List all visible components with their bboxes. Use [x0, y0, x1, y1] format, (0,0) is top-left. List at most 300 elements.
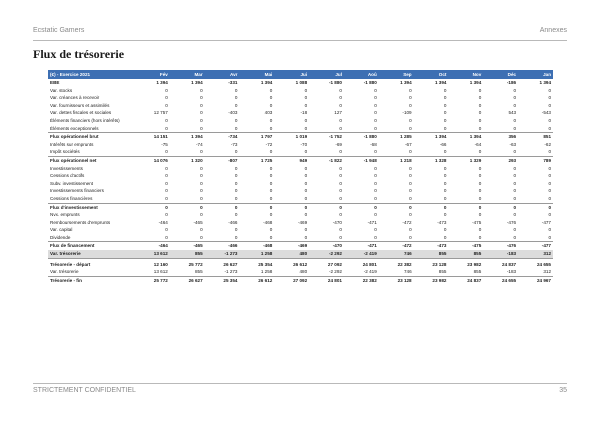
cell-value: 0 — [269, 102, 273, 108]
cell-value: 0 — [374, 188, 377, 194]
cell-value: 0 — [478, 125, 482, 131]
cell-value: 1 019 — [274, 133, 309, 141]
cell-value: -1 880 — [363, 80, 377, 85]
cell-value: 0 — [443, 102, 447, 108]
cell-value: 1 797 — [239, 133, 274, 141]
cell-value: -470 — [309, 242, 344, 250]
cell-value: 0 — [374, 87, 377, 93]
cell-value: 0 — [304, 102, 308, 108]
cell-value: -464 — [158, 219, 168, 225]
cell-value: -1 752 — [309, 133, 344, 141]
cell-value: 26 627 — [205, 258, 240, 268]
cell-value: 0 — [234, 212, 238, 218]
cell-value: 0 — [239, 203, 274, 211]
row-label: Investissements financiers — [50, 188, 104, 194]
cell-value: 746 — [403, 269, 412, 275]
cell-value: 0 — [269, 173, 273, 179]
cell-value: 24 967 — [518, 276, 553, 284]
page-title: Flux de trésorerie — [33, 47, 125, 61]
month-header: Jul — [309, 70, 344, 79]
cell-value: 1 329 — [448, 156, 483, 164]
cell-value: 0 — [304, 149, 308, 155]
cell-value: 0 — [304, 165, 308, 171]
cell-value: -465 — [193, 219, 203, 225]
cell-value: 0 — [548, 117, 551, 123]
cell-value: 1 328 — [414, 156, 449, 164]
cell-value: 0 — [513, 180, 517, 186]
cell-value: -2 292 — [309, 250, 344, 258]
cell-value: 24 837 — [483, 258, 518, 268]
cell-value: 855 — [170, 250, 205, 258]
row-label: Var. capital — [50, 227, 73, 233]
cell-value: 23 982 — [414, 276, 449, 284]
table-row — [48, 156, 553, 164]
cell-value: 1 394 — [414, 133, 449, 141]
cell-value: 0 — [379, 203, 414, 211]
cell-value: 0 — [304, 180, 308, 186]
cell-value: 0 — [548, 212, 551, 218]
cell-value: 0 — [200, 117, 203, 123]
cell-value: 0 — [304, 95, 308, 101]
cell-value: 746 — [379, 250, 414, 258]
row-label: EBE — [50, 80, 60, 85]
cell-value: 855 — [448, 250, 483, 258]
table-row — [48, 250, 553, 258]
cell-value: -471 — [367, 219, 377, 225]
row-label: Flux de financement — [48, 242, 135, 250]
row-label: Dividende — [50, 234, 71, 240]
cell-value: 0 — [234, 165, 238, 171]
table-header-label: (€) - Exercice 2021 — [48, 70, 135, 79]
cell-value: 0 — [443, 234, 447, 240]
table-row — [48, 125, 553, 133]
cell-value: 0 — [165, 102, 168, 108]
cell-value: 0 — [478, 87, 482, 93]
month-header: Jan — [518, 70, 553, 79]
table-row — [48, 172, 553, 180]
cell-value: -464 — [135, 242, 170, 250]
cell-value: 0 — [443, 149, 447, 155]
table-row — [48, 94, 553, 102]
cell-value: 1 258 — [260, 269, 273, 275]
cell-value: 855 — [414, 250, 449, 258]
cell-value: 0 — [269, 227, 273, 233]
cell-value: 25 772 — [135, 276, 170, 284]
cell-value: 0 — [200, 212, 203, 218]
cell-value: 0 — [309, 203, 344, 211]
row-label: Éléments exceptionnels — [50, 125, 99, 131]
cell-value: 356 — [483, 133, 518, 141]
cell-value: 0 — [269, 234, 273, 240]
cell-value: 0 — [409, 227, 412, 233]
cell-value: 0 — [548, 87, 551, 93]
row-label: Subv. investissement — [50, 180, 94, 186]
cell-value: 0 — [409, 95, 412, 101]
section-name: Annexes — [539, 27, 567, 34]
cell-value: 0 — [513, 212, 517, 218]
cell-value: 0 — [339, 125, 342, 131]
cell-value: 0 — [304, 117, 308, 123]
cell-value: 0 — [409, 125, 412, 131]
cell-value: -2 419 — [363, 269, 377, 275]
table-row — [48, 242, 553, 250]
cell-value: 0 — [269, 188, 273, 194]
cell-value: 0 — [200, 95, 203, 101]
cell-value: 0 — [513, 173, 517, 179]
cell-value: 0 — [409, 195, 412, 201]
cell-value: -477 — [541, 219, 551, 225]
cell-value: 0 — [200, 102, 203, 108]
cell-value: 0 — [478, 165, 482, 171]
cell-value: 0 — [374, 117, 377, 123]
cell-value: -476 — [483, 242, 518, 250]
cell-value: -468 — [263, 219, 273, 225]
cell-value: 24 837 — [448, 276, 483, 284]
cell-value: -477 — [518, 242, 553, 250]
table-row — [48, 203, 553, 211]
cell-value: -183 — [483, 250, 518, 258]
cell-value: 12 757 — [153, 110, 168, 116]
cell-value: 1 394 — [191, 80, 203, 85]
cell-value: 0 — [548, 102, 551, 108]
cell-value: 0 — [339, 188, 342, 194]
cell-value: 0 — [513, 195, 517, 201]
cell-value: 23 128 — [414, 258, 449, 268]
cell-value: 22 382 — [344, 276, 379, 284]
cell-value: -2 292 — [328, 269, 342, 275]
cell-value: -69 — [335, 141, 342, 147]
cell-value: 0 — [513, 117, 517, 123]
cell-value: 403 — [264, 110, 273, 116]
cell-value: 0 — [513, 125, 517, 131]
cell-value: 949 — [274, 156, 309, 164]
cell-value: 0 — [478, 117, 482, 123]
cell-value: 0 — [339, 117, 342, 123]
cell-value: 0 — [165, 87, 168, 93]
cell-value: 0 — [234, 102, 238, 108]
cell-value: -471 — [344, 242, 379, 250]
cell-value: -1 273 — [205, 250, 240, 258]
cell-value: 24 801 — [344, 258, 379, 268]
cell-value: -475 — [448, 242, 483, 250]
cell-value: 0 — [269, 125, 273, 131]
row-label: Intérêts sur emprunts — [50, 141, 94, 147]
cell-value: 0 — [304, 173, 308, 179]
cell-value: 0 — [200, 110, 203, 116]
cell-value: -543 — [541, 110, 551, 116]
cell-value: -63 — [509, 141, 517, 147]
row-label: Cessions d'actifs — [50, 173, 85, 179]
table-row — [48, 141, 553, 149]
cell-value: 0 — [478, 180, 482, 186]
row-label: Impôt sociétés — [50, 149, 80, 155]
cell-value: 0 — [409, 180, 412, 186]
cell-value: 14 076 — [135, 156, 170, 164]
cell-value: 480 — [274, 250, 309, 258]
cell-value: 312 — [518, 250, 553, 258]
cell-value: 0 — [304, 234, 308, 240]
cell-value: 0 — [409, 212, 412, 218]
table-row — [48, 102, 553, 110]
cell-value: 0 — [135, 203, 170, 211]
table-row — [48, 211, 553, 219]
cell-value: 0 — [234, 234, 238, 240]
cell-value: 23 982 — [448, 258, 483, 268]
cell-value: -73 — [230, 141, 238, 147]
cell-value: -18 — [300, 110, 308, 116]
month-header: Mar — [170, 70, 205, 79]
row-label: Var. trésorerie — [48, 250, 135, 258]
cell-value: 0 — [409, 188, 412, 194]
cell-value: 789 — [518, 156, 553, 164]
page-header — [33, 27, 567, 39]
cell-value: 13 612 — [135, 250, 170, 258]
cell-value: -403 — [228, 110, 238, 116]
cell-value: -469 — [297, 219, 308, 225]
month-header: Fév — [135, 70, 170, 79]
cell-value: 0 — [269, 195, 273, 201]
cell-value: 0 — [478, 110, 482, 116]
cell-value: -476 — [506, 219, 517, 225]
cell-value: -186 — [506, 80, 517, 85]
cell-value: 0 — [269, 180, 273, 186]
cell-value: 0 — [274, 203, 309, 211]
cell-value: 0 — [478, 234, 482, 240]
cell-value: -1 273 — [224, 269, 238, 275]
cell-value: 24 801 — [309, 276, 344, 284]
cell-value: 26 627 — [170, 276, 205, 284]
row-label: Var. dettes fiscales et sociales — [50, 110, 112, 116]
cell-value: 0 — [339, 173, 342, 179]
cell-value: 0 — [443, 165, 447, 171]
cell-value: 0 — [339, 212, 342, 218]
cell-value: -465 — [170, 242, 205, 250]
cell-value: -734 — [205, 133, 240, 141]
cell-value: -472 — [402, 219, 412, 225]
table-row — [48, 268, 553, 276]
cell-value: 0 — [234, 195, 238, 201]
table-row — [48, 258, 553, 268]
cell-value: 0 — [374, 110, 377, 116]
cell-value: 0 — [443, 95, 447, 101]
table-row — [48, 148, 553, 156]
cell-value: 0 — [200, 165, 203, 171]
cell-value: -469 — [274, 242, 309, 250]
cell-value: 0 — [513, 149, 517, 155]
header-divider — [33, 40, 567, 41]
cell-value: 0 — [513, 87, 517, 93]
cell-value: 14 151 — [135, 133, 170, 141]
cell-value: 0 — [443, 117, 447, 123]
cell-value: 0 — [443, 227, 447, 233]
cell-value: 0 — [374, 125, 377, 131]
cell-value: 0 — [409, 87, 412, 93]
cell-value: 0 — [170, 203, 205, 211]
cell-value: 26 612 — [239, 276, 274, 284]
row-label: Var. fournisseurs et assimilés — [50, 102, 110, 108]
cell-value: 12 160 — [135, 258, 170, 268]
cell-value: 0 — [374, 195, 377, 201]
cell-value: 1 218 — [379, 156, 414, 164]
table-row — [48, 187, 553, 195]
cell-value: 26 612 — [274, 258, 309, 268]
confidential-notice: STRICTEMENT CONFIDENTIEL — [33, 387, 136, 394]
cell-value: 0 — [339, 180, 342, 186]
cell-value: 0 — [478, 188, 482, 194]
cell-value: 0 — [234, 125, 238, 131]
cell-value: 0 — [234, 173, 238, 179]
table-row — [48, 117, 553, 125]
row-label: Investissements — [50, 165, 83, 171]
cell-value: 1 088 — [295, 80, 308, 85]
cell-value: 1 258 — [239, 250, 274, 258]
cell-value: 0 — [374, 212, 377, 218]
cell-value: 0 — [304, 195, 308, 201]
cell-value: 0 — [344, 203, 379, 211]
page-number: 35 — [559, 387, 567, 394]
row-label: Flux d'investissement — [48, 203, 135, 211]
cell-value: -466 — [205, 242, 240, 250]
cell-value: 1 394 — [156, 80, 168, 85]
cell-value: 0 — [513, 188, 517, 194]
cell-value: 0 — [304, 188, 308, 194]
cell-value: -473 — [437, 219, 447, 225]
cell-value: 0 — [269, 87, 273, 93]
cell-value: 0 — [165, 125, 168, 131]
cell-value: 0 — [478, 227, 482, 233]
cell-value: 0 — [548, 180, 551, 186]
month-header: Mai — [239, 70, 274, 79]
cell-value: 0 — [409, 165, 412, 171]
cell-value: 0 — [478, 195, 482, 201]
cell-value: 1 725 — [239, 156, 274, 164]
cell-value: 0 — [443, 87, 447, 93]
cell-value: 0 — [374, 165, 377, 171]
row-label: Remboursements d'emprunts — [50, 219, 111, 225]
cell-value: 0 — [165, 188, 168, 194]
cell-value: 0 — [409, 102, 412, 108]
cell-value: 1 320 — [170, 156, 205, 164]
cell-value: 0 — [200, 125, 203, 131]
month-header: Jui — [274, 70, 309, 79]
cell-value: -473 — [414, 242, 449, 250]
cell-value: 0 — [548, 125, 551, 131]
cell-value: -807 — [205, 156, 240, 164]
cell-value: 23 128 — [379, 276, 414, 284]
row-label: Flux opérationnel brut — [48, 133, 135, 141]
row-label: Var. stocks — [50, 87, 73, 93]
cell-value: -466 — [228, 219, 238, 225]
cell-value: 0 — [548, 149, 551, 155]
table-row — [48, 133, 553, 141]
cell-value: 0 — [269, 95, 273, 101]
cashflow-table-container — [48, 70, 553, 284]
month-header: Sep — [379, 70, 414, 79]
cell-value: 0 — [513, 234, 517, 240]
cell-value: 0 — [339, 95, 342, 101]
table-row — [48, 180, 553, 188]
row-label: Var. trésorerie — [50, 269, 79, 275]
cell-value: 0 — [269, 117, 273, 123]
row-label: Trésorerie - départ — [48, 258, 135, 268]
cell-value: 0 — [374, 234, 377, 240]
cell-value: 0 — [304, 227, 308, 233]
table-row — [48, 109, 553, 117]
cell-value: -475 — [472, 219, 482, 225]
cell-value: 0 — [483, 203, 518, 211]
table-row — [48, 87, 553, 95]
month-header: Avr — [205, 70, 240, 79]
cell-value: -75 — [161, 141, 168, 147]
cell-value: 0 — [165, 95, 168, 101]
cell-value: 25 354 — [239, 258, 274, 268]
cell-value: 0 — [234, 117, 238, 123]
cell-value: -470 — [332, 219, 342, 225]
cell-value: 0 — [234, 95, 238, 101]
row-label: Var. créances à recevoir — [50, 95, 100, 101]
cell-value: 0 — [304, 87, 308, 93]
cell-value: 0 — [234, 188, 238, 194]
cell-value: 0 — [165, 149, 168, 155]
cell-value: 0 — [200, 173, 203, 179]
cell-value: 25 772 — [170, 258, 205, 268]
cell-value: 0 — [443, 212, 447, 218]
cell-value: 0 — [548, 95, 551, 101]
table-row — [48, 226, 553, 234]
cell-value: 0 — [165, 227, 168, 233]
cell-value: 1 394 — [434, 80, 447, 85]
cell-value: 0 — [448, 203, 483, 211]
cell-value: -68 — [370, 141, 377, 147]
cell-value: 0 — [513, 95, 517, 101]
cell-value: 0 — [200, 87, 203, 93]
table-header-row — [48, 70, 553, 79]
cell-value: 0 — [374, 227, 377, 233]
table-row — [48, 276, 553, 284]
cell-value: 0 — [409, 173, 412, 179]
cell-value: 1 394 — [400, 80, 412, 85]
cell-value: 0 — [478, 102, 482, 108]
cell-value: 0 — [478, 95, 482, 101]
cell-value: 1 394 — [170, 133, 205, 141]
cell-value: 0 — [165, 165, 168, 171]
cell-value: 0 — [478, 173, 482, 179]
cell-value: 1 394 — [448, 133, 483, 141]
cell-value: -468 — [239, 242, 274, 250]
cell-value: 0 — [339, 102, 342, 108]
cell-value: 855 — [473, 269, 482, 275]
cell-value: 0 — [374, 95, 377, 101]
cell-value: -74 — [196, 141, 203, 147]
month-header: Oct — [414, 70, 449, 79]
cell-value: 0 — [165, 117, 168, 123]
cell-value: 0 — [513, 227, 517, 233]
cell-value: 0 — [200, 234, 203, 240]
cell-value: 0 — [234, 149, 238, 155]
cell-value: 0 — [374, 173, 377, 179]
table-row — [48, 219, 553, 227]
cell-value: 1 394 — [260, 80, 273, 85]
cell-value: 0 — [478, 212, 482, 218]
cell-value: -64 — [474, 141, 482, 147]
month-header: Nov — [448, 70, 483, 79]
row-label: Cessions financières — [50, 195, 93, 201]
cell-value: 0 — [165, 212, 168, 218]
cell-value: 0 — [165, 195, 168, 201]
cell-value: 0 — [443, 173, 447, 179]
cell-value: 127 — [334, 110, 342, 116]
row-label: Nvx. emprunts — [50, 212, 80, 218]
